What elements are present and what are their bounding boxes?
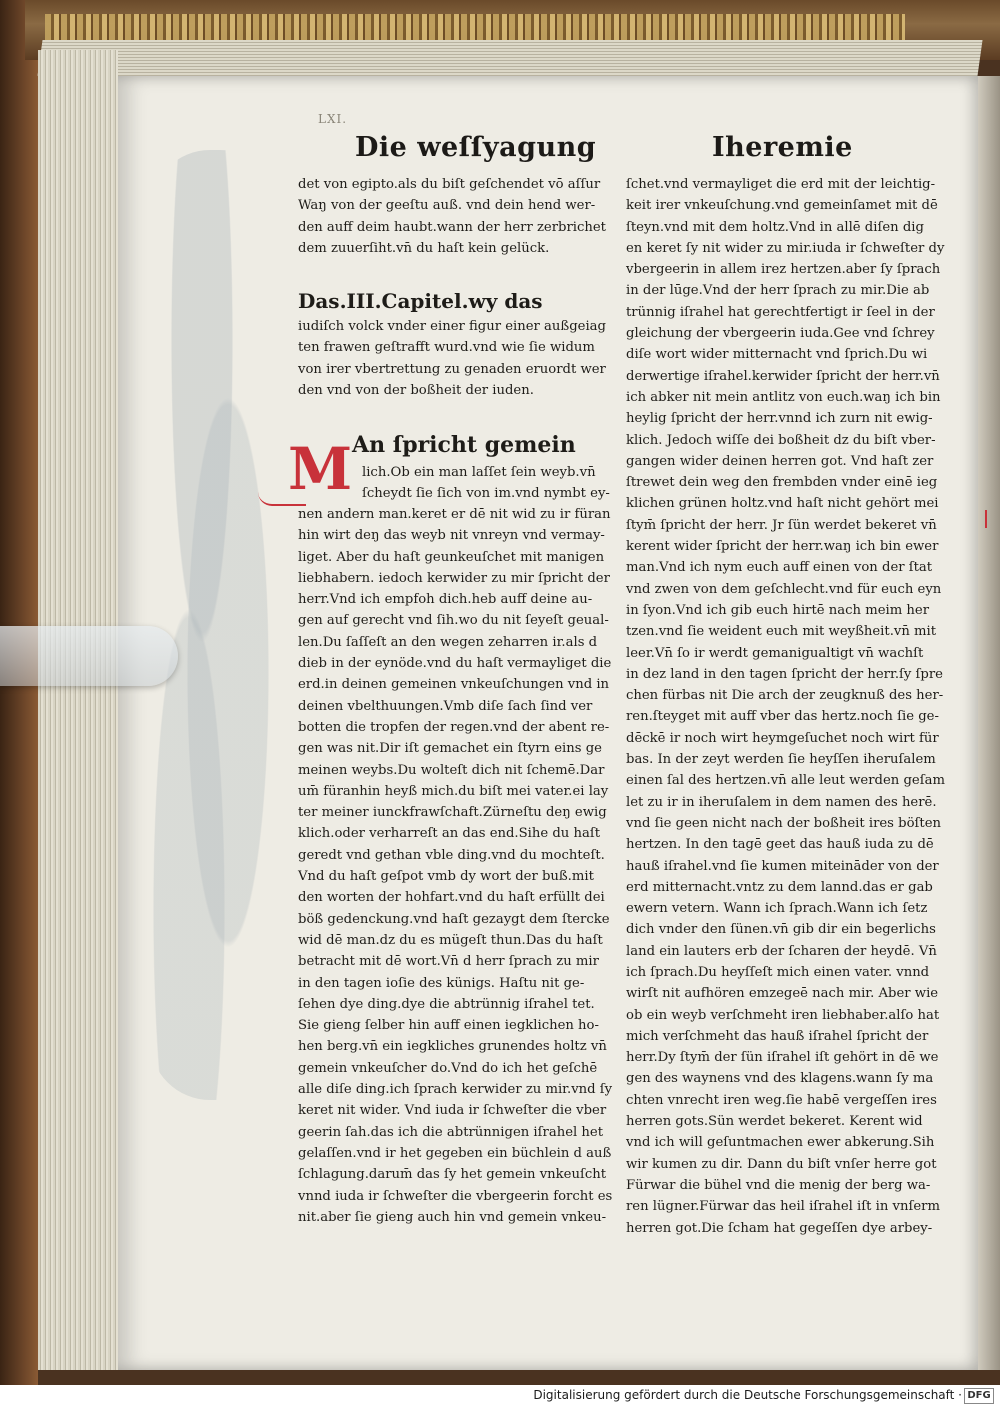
page-stack-top xyxy=(37,40,982,76)
text-line: gen des waynens vnd des klagens.wann ſy ma xyxy=(626,1071,934,1087)
text-line: hin wirt deŋ das weyb nit vnreyn vnd vermay‑ xyxy=(298,528,605,544)
left-column-body xyxy=(298,504,613,1228)
text-line: herren got.Die ſcham hat gegeſſen dye arbey‑ xyxy=(626,1220,933,1236)
text-line: in ſyon.Vnd ich gib euch hirtē nach meim her xyxy=(626,602,930,618)
text-line: Waŋ von der geeſtu auß. vnd dein hend wer‑ xyxy=(298,198,596,214)
text-line: Vnd du haſt geſpot vmb dy wort der buß.mit xyxy=(298,869,594,885)
text-line: lich.Ob ein man laſſet ſein weyb.vn̄ xyxy=(362,465,596,480)
text-line: vbergeerin in allem irez hertzen.aber ſy ſprach xyxy=(626,262,941,278)
page-edge-right xyxy=(978,76,1000,1370)
text-line: ich ſprach.Du heyſſeſt mich einen vater. vnnd xyxy=(626,964,930,980)
text-line: gen was nit.Dir iſt gemachet ein ſtyrn eins ge xyxy=(298,741,602,757)
text-line: liebhabern. iedoch kerwider zu mir ſpricht der xyxy=(298,570,610,586)
text-line: hauß iſrahel.vnd ſie kumen miteināder von der xyxy=(626,858,939,874)
left-column-indented xyxy=(362,462,610,505)
chapter-summary-line: iudiſch volck vnder einer figur einer außgeiag xyxy=(298,319,606,334)
text-line: land ein lauters erb der ſcharen der heydē. Vn̄ xyxy=(626,943,937,959)
text-line: nen andern man.keret er dē nit wid zu ir füran xyxy=(298,507,611,522)
chapter-summary-line: ten frawen geſtrafft wurd.vnd wie ſie widum xyxy=(298,340,595,356)
text-line: heylig ſpricht der herr.vnnd ich zurn nit ewig‑ xyxy=(626,411,933,427)
text-line: gelaſſen.vnd ir het gegeben ein büchlein d auß xyxy=(298,1145,612,1161)
text-line: in den tagen ioſie des künigs. Haſtu nit ge‑ xyxy=(298,975,585,991)
chapter-heading: Das.III.Capitel.wy das xyxy=(298,289,543,313)
chapter-heading-block xyxy=(298,288,606,401)
text-line: trünnig iſrahel hat gerechtfertigt ir ſeel in der xyxy=(626,304,935,320)
text-line: böß gedenckung.vnd haſt gezaygt dem ſtercke xyxy=(298,911,610,927)
text-line: vnd zwen von dem geſchlecht.vnd für euch eyn xyxy=(626,581,942,597)
text-line: chen fürbas nit Die arch der zeugknuß des her‑ xyxy=(626,688,944,704)
text-line: Fürwar die bühel vnd die menig der berg wa‑ xyxy=(626,1177,931,1193)
text-line: vnd ich will geſuntmachen ewer abkerung.Sih xyxy=(626,1135,935,1151)
text-line: ſtrewet dein weg den frembden vnder einē ieg xyxy=(626,475,938,491)
text-line: in der lūge.Vnd der herr ſprach zu mir.Die ab xyxy=(626,283,930,299)
text-line: den auff deim haubt.wann der herr zerbrichet xyxy=(298,219,606,235)
page-stack-left xyxy=(38,50,118,1370)
text-line: ren lügner.Fürwar das heil iſrahel iſt in vnſerm xyxy=(626,1199,940,1215)
text-line: herr.Vnd ich empfoh dich.heb auff deine au‑ xyxy=(298,592,593,608)
text-line: vnd ſie geen nicht nach der boßheit ires böſten xyxy=(626,815,941,831)
text-line: tzen.vnd ſie weident euch mit weyßheit.vn̄ mit xyxy=(626,624,937,640)
text-line: alle diſe ding.ich ſprach kerwider zu mir.vnd ſy xyxy=(298,1082,613,1098)
text-line: hen berg.vn̄ ein iegkliches grunendes holtz vn̄ xyxy=(298,1039,607,1055)
text-line: betracht mit dē wort.Vn̄ d herr ſprach zu mir xyxy=(298,954,599,970)
left-column-top xyxy=(298,174,606,259)
text-line: diſe wort wider mitternacht vnd ſprich.Du wi xyxy=(626,347,928,363)
text-line: ich abker nit mein antlitz von euch.waŋ ich bin xyxy=(626,389,941,405)
funding-credit: Digitalisierung gefördert durch die Deutsche Forschungsgemeinschaft · xyxy=(533,1388,962,1402)
folio-number: LXI. xyxy=(318,112,348,126)
text-line: klich. Jedoch wiſſe dei boßheit dz du biſt vber‑ xyxy=(626,432,936,448)
text-line: deinen vbelthuungen.Vmb diſe ſach ſind ver xyxy=(298,698,593,714)
dfg-logo: DFG xyxy=(964,1388,994,1404)
text-line: geredt vnd gethan vble ding.vnd du mochteſt. xyxy=(298,847,605,863)
gilt-edge-decoration xyxy=(45,14,905,40)
text-line: len.Du ſaſſeſt an den wegen zeharren ir.als d xyxy=(298,634,598,650)
text-line: gangen wider deinen herren got. Vnd haſt zer xyxy=(626,453,934,469)
right-column-body xyxy=(626,174,945,1239)
text-line: herren gots.Sün werdet bekeret. Kerent wid xyxy=(626,1114,923,1130)
text-line: dieb in der eynöde.vnd du haſt vermayliget die xyxy=(298,656,612,672)
text-line: hertzen. In den tagē geet das hauß iuda zu dē xyxy=(626,837,934,853)
text-line: bas. In der zeyt werden ſie heyſſen iheruſalem xyxy=(626,752,936,768)
text-line: gen auf gerecht vnd ſih.wo du nit ſeyeſt geual‑ xyxy=(298,613,609,629)
text-line: leer.Vn̄ ſo ir werdt gemanigualtigt vn̄ wachſt xyxy=(626,645,924,661)
text-line: ter meiner iunckfrawſchaft.Zürneſtu deŋ ewig xyxy=(298,805,607,821)
text-line: let zu ir in iheruſalem in dem namen des herē. xyxy=(626,794,937,810)
text-line: det von egipto.als du biſt geſchendet vō aſſur xyxy=(298,177,601,192)
text-line: dich vnder den ſünen.vn̄ gib dir ein begerlichs xyxy=(626,922,936,938)
text-line: kerent wider ſpricht der herr.waŋ ich bin ewer xyxy=(626,539,939,555)
text-line: wir kumen zu dir. Dann du biſt vnſer herre got xyxy=(626,1156,937,1172)
text-line: man.Vnd ich nym euch auff einen von der ſtat xyxy=(626,560,933,576)
text-line: derwertige iſrahel.kerwider ſpricht der herr.vn̄ xyxy=(626,368,940,384)
chapter-summary-line: den vnd von der boßheit der iuden. xyxy=(298,382,534,398)
text-line: einen ſal des hertzen.vn̄ alle leut werden geſam xyxy=(626,773,945,789)
text-line: erd.in deinen gemeinen vnkeuſchungen vnd in xyxy=(298,677,610,693)
text-line: keret nit wider. Vnd iuda ir ſchweſter die vber xyxy=(298,1103,607,1119)
text-line: klichen grünen holtz.vnd haſt nicht gehört mei xyxy=(626,496,939,512)
red-initial-letter: M xyxy=(288,435,353,503)
text-line: ſchlagung.darum̄ das ſy het gemein vnkeuſcht xyxy=(298,1167,607,1183)
text-line: meinen weybs.Du wolteſt dich nit ſchemē.Dar xyxy=(298,762,605,778)
text-line: wid dē man.dz du es mügeſt thun.Das du haſt xyxy=(298,932,603,948)
running-head-right: Iheremie xyxy=(712,132,853,163)
text-line: dem zuuerſiht.vn̄ du haſt kein gelück. xyxy=(298,240,550,256)
book-cover-left xyxy=(0,0,38,1385)
running-head-left: Die weſſyagung xyxy=(355,132,597,163)
text-line: mich verſchmeht das hauß iſrahel ſpricht der xyxy=(626,1028,929,1044)
incipit-line: An ſpricht gemein xyxy=(352,432,576,458)
text-line: ſteyn.vnd mit dem holtz.Vnd in allē diſen dig xyxy=(626,219,924,235)
text-line: um̄ füranhin heyß mich.du biſt mei vater.ei lay xyxy=(298,783,609,799)
text-line: den worten der hohfart.vnd du haſt erfüllt dei xyxy=(298,890,605,906)
text-line: geerin ſah.das ich die abtrünnigen iſrahel het xyxy=(298,1124,603,1140)
text-line: in dez land in den tagen ſpricht der herr.ſy ſpre xyxy=(626,666,943,682)
text-line: klich.oder verharreſt an das end.Sihe du haſt xyxy=(298,826,601,842)
text-line: ſtym̄ ſpricht der herr. Jr ſün werdet bekeret vn̄ xyxy=(626,517,937,533)
red-margin-mark xyxy=(985,510,987,528)
footer-bar xyxy=(0,1385,1000,1405)
text-line: chten vnrecht iren weg.ſie habē vergeſſen ires xyxy=(626,1092,937,1108)
text-line: botten die tropfen der regen.vnd der abent re‑ xyxy=(298,719,610,735)
text-line: erd mitternacht.vntz zu dem lannd.das er gab xyxy=(626,879,933,895)
text-line: ſchet.vnd vermayliget die erd mit der leichtig‑ xyxy=(626,177,936,192)
chapter-summary-line: von irer vbertrettung zu genaden eruordt wer xyxy=(298,361,606,377)
ghost-ornament xyxy=(150,150,280,1100)
text-line: vnnd iuda ir ſchweſter die vbergeerin forcht es xyxy=(298,1188,613,1204)
text-line: nit.aber ſie gieng auch hin vnd gemein vnkeu‑ xyxy=(298,1209,607,1225)
text-line: wirſt nit aufhören emzegeē nach mir. Aber wie xyxy=(626,986,939,1002)
text-line: en keret ſy nit wider zu mir.iuda ir ſchweſter dy xyxy=(626,240,945,256)
text-line: Sie gieng ſelber hin auff einen iegklichen ho‑ xyxy=(298,1018,599,1034)
text-line: gemein vnkeuſcher do.Vnd do ich het geſchē xyxy=(298,1060,598,1076)
text-line: ewern vetern. Wann ich ſprach.Wann ich ſetz xyxy=(626,901,928,917)
text-line: gleichung der vbergeerin iuda.Gee vnd ſchrey xyxy=(626,326,935,342)
text-line: dēckē ir noch wirt heymgeſuchet noch wirt für xyxy=(626,730,939,746)
text-line: ſcheydt ſie ſich von im.vnd nymbt ey‑ xyxy=(362,486,610,502)
text-line: liget. Aber du haſt geunkeuſchet mit manigen xyxy=(298,549,605,565)
plastic-bookmark xyxy=(0,626,178,686)
text-line: herr.Dy ſtym̄ der ſün iſrahel iſt gehört in dē we xyxy=(626,1050,939,1066)
text-line: ob ein weyb verſchmeht iren liebhaber.alſo hat xyxy=(626,1007,940,1023)
text-line: keit irer vnkeuſchung.vnd gemeinſamet mit dē xyxy=(626,198,938,214)
text-line: ren.ſteyget mit auff vber das hertz.noch ſie ge‑ xyxy=(626,709,939,725)
text-line: ſehen dye ding.dye die abtrünnig iſrahel tet. xyxy=(298,996,595,1012)
